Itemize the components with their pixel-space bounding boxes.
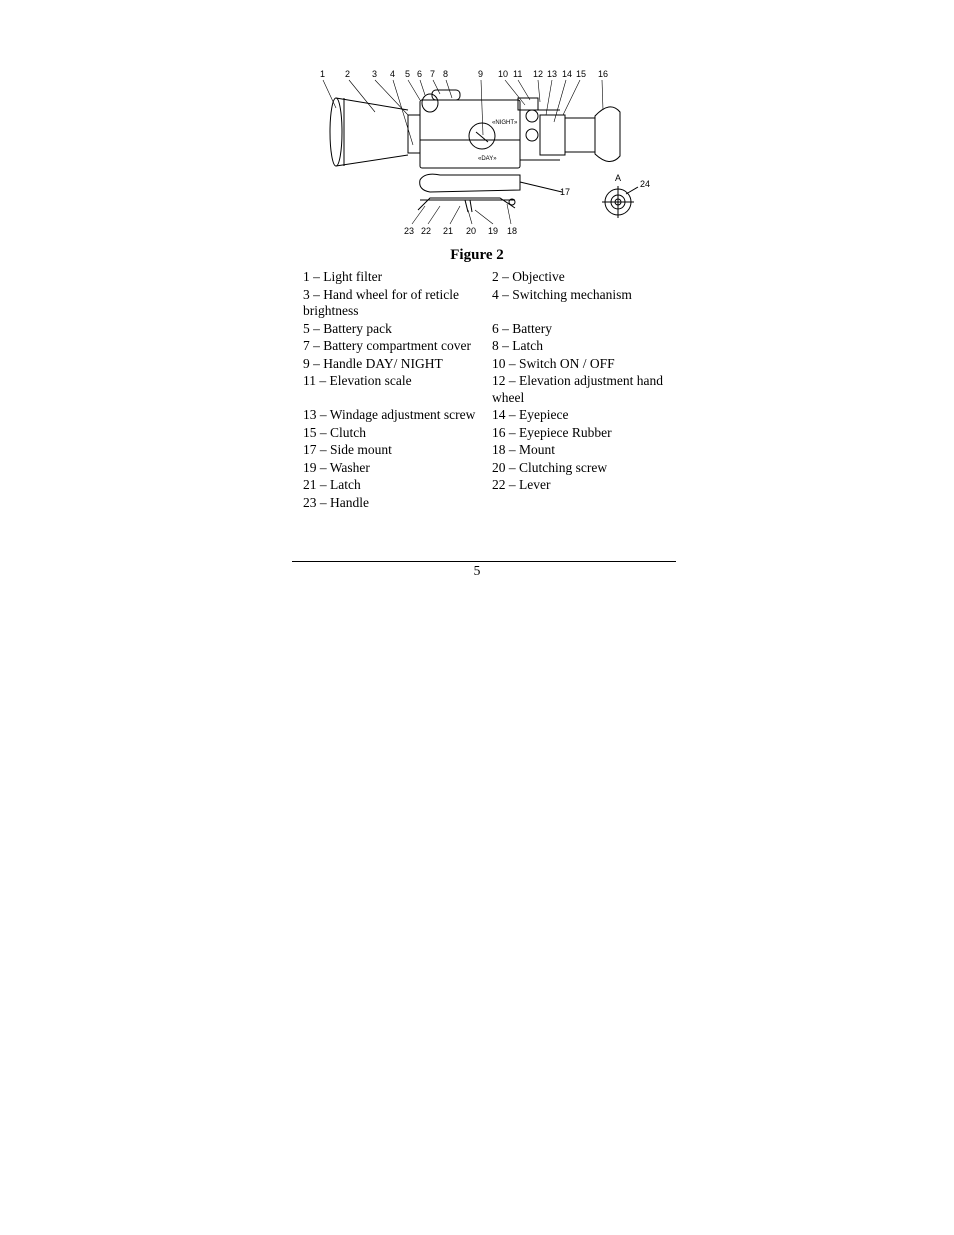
parts-legend — [303, 269, 673, 512]
figure-caption: Figure 2 — [450, 247, 504, 263]
callout-8: 8 — [443, 69, 449, 79]
bottom-leaders — [412, 204, 511, 224]
legend-item: 16 – Eyepiece Rubber — [492, 424, 612, 440]
callout-23: 23 — [404, 226, 415, 236]
callout-1: 1 — [320, 69, 326, 79]
legend-item: 19 – Washer — [303, 459, 370, 475]
legend-row — [303, 287, 673, 321]
legend-item: 15 – Clutch — [303, 424, 366, 440]
scope-diagram — [300, 60, 670, 242]
legend-item: 20 – Clutching screw — [492, 459, 608, 475]
legend-row — [303, 321, 673, 339]
legend-item: 6 – Battery — [492, 320, 552, 336]
callout-14: 14 — [562, 69, 573, 79]
scope-drawing — [300, 60, 670, 242]
legend-item: 3 – Hand wheel for of reticle brightness — [303, 286, 459, 318]
legend-row — [303, 269, 673, 287]
legend-item: 8 – Latch — [492, 338, 543, 353]
page-number: 5 — [473, 563, 481, 578]
legend-row — [303, 442, 673, 460]
legend-item: 14 – Eyepiece — [492, 407, 569, 422]
day-label: «DAY» — [478, 156, 497, 162]
legend-item: 18 – Mount — [492, 442, 556, 457]
callout-10: 10 — [498, 69, 509, 79]
legend-item: 22 – Lever — [492, 477, 551, 492]
callout-19: 19 — [488, 226, 499, 236]
legend-row — [303, 495, 673, 513]
callout-16: 16 — [598, 69, 609, 79]
leader-lines — [323, 80, 603, 145]
legend-row — [303, 477, 673, 495]
callout-24: 24 — [640, 179, 651, 189]
bottom-callouts — [404, 226, 517, 236]
legend-row — [303, 425, 673, 443]
legend-item: 10 – Switch ON / OFF — [492, 355, 615, 371]
callout-20: 20 — [466, 226, 477, 236]
legend-item: 9 – Handle DAY/ NIGHT — [303, 355, 443, 371]
night-label: «NIGHT» — [492, 120, 518, 126]
legend-item: 23 – Handle — [303, 494, 369, 510]
top-callouts — [320, 69, 608, 79]
legend-item — [492, 495, 672, 513]
callout-15: 15 — [576, 69, 587, 79]
callout-7: 7 — [430, 69, 436, 79]
legend-item: 12 – Elevation adjustment hand wheel — [492, 373, 663, 405]
legend-row — [303, 373, 673, 407]
footer-rule — [292, 561, 676, 562]
detail-a — [602, 186, 638, 218]
callout-17: 17 — [560, 187, 571, 197]
legend-row — [303, 460, 673, 478]
legend-item: 1 – Light filter — [303, 269, 383, 284]
legend-row — [303, 407, 673, 425]
legend-item: 17 – Side mount — [303, 442, 392, 457]
legend-row — [303, 356, 673, 374]
callout-12: 12 — [533, 69, 544, 79]
callout-9: 9 — [478, 69, 484, 79]
legend-item: 2 – Objective — [492, 269, 565, 284]
callout-13: 13 — [547, 69, 558, 79]
callout-5: 5 — [405, 69, 411, 79]
callout-6: 6 — [417, 69, 423, 79]
callout-11: 11 — [513, 69, 523, 79]
callout-18: 18 — [507, 226, 518, 236]
legend-item: 7 – Battery compartment cover — [303, 338, 471, 353]
legend-item: 5 – Battery pack — [303, 320, 392, 336]
callout-2: 2 — [345, 69, 351, 79]
detail-letter: A — [615, 173, 622, 183]
legend-item: 13 – Windage adjustment screw — [303, 407, 476, 422]
legend-item: 21 – Latch — [303, 477, 361, 492]
callout-21: 21 — [443, 226, 454, 236]
callout-4: 4 — [390, 69, 396, 79]
legend-item: 4 – Switching mechanism — [492, 286, 632, 302]
legend-item: 11 – Elevation scale — [303, 373, 412, 388]
callout-22: 22 — [421, 226, 432, 236]
callout-3: 3 — [372, 69, 378, 79]
legend-row — [303, 338, 673, 356]
objective — [330, 98, 420, 166]
scope-body — [420, 90, 620, 168]
